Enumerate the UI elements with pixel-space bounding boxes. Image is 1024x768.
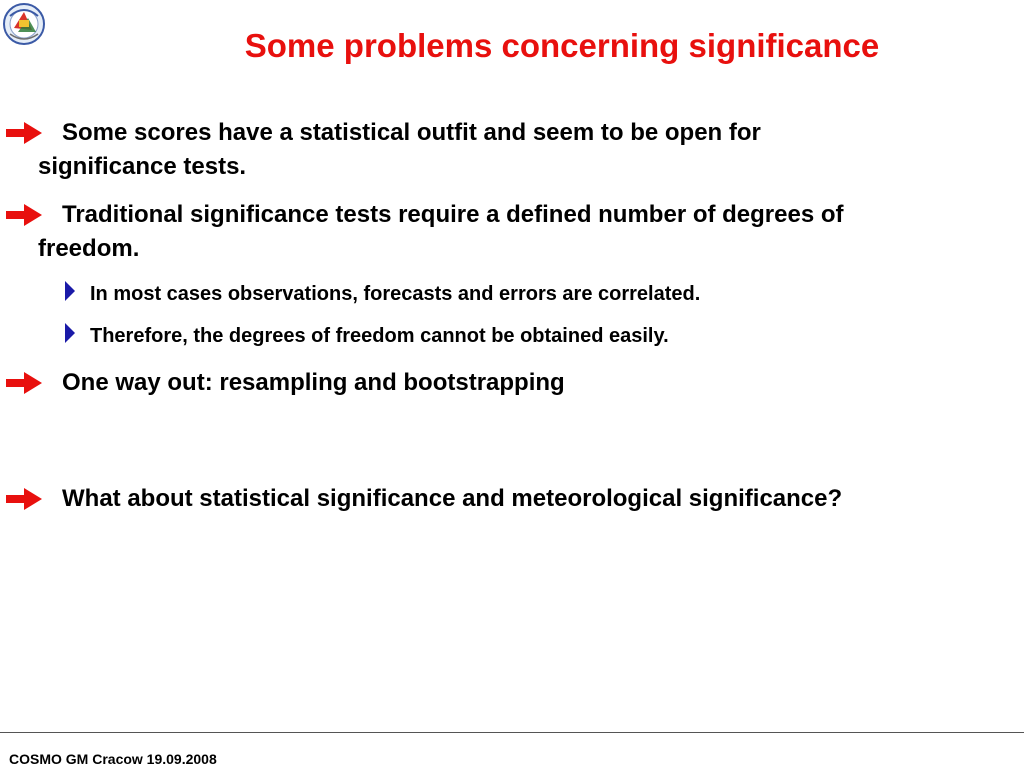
bullet-text-line: One way out: resampling and bootstrapping	[62, 369, 565, 396]
cosmo-logo	[2, 2, 46, 46]
bullet-text-line: significance tests.	[38, 153, 247, 180]
bullet-item	[0, 116, 761, 184]
sub-bullet-item	[62, 280, 700, 308]
sub-bullet-text: In most cases observations, forecasts and errors are correlated.	[90, 283, 701, 305]
blue-triangle-icon	[64, 322, 76, 344]
red-arrow-icon	[4, 370, 44, 396]
footer-text: COSMO GM Cracow 19.09.2008	[9, 751, 217, 767]
blue-triangle-icon	[64, 280, 76, 302]
bullet-text-line: Some scores have a statistical outfit and seem to be open for	[62, 119, 761, 146]
footer-divider	[0, 732, 1024, 733]
bullet-text-line: What about statistical significance and meteorological significance?	[62, 485, 843, 512]
red-arrow-icon	[4, 202, 44, 228]
sub-bullet-item	[62, 322, 669, 350]
bullet-item	[0, 482, 842, 516]
bullet-item	[0, 366, 565, 400]
red-arrow-icon	[4, 486, 44, 512]
bullet-item	[0, 198, 844, 266]
sub-bullet-text: Therefore, the degrees of freedom cannot be obtained easily.	[90, 325, 669, 347]
page-title: Some problems concerning significance	[244, 27, 880, 64]
bullet-text-line: Traditional significance tests require a defined number of degrees of	[62, 201, 844, 228]
bullet-text-line: freedom.	[38, 235, 140, 262]
cosmo-logo-icon	[2, 2, 46, 46]
red-arrow-icon	[4, 120, 44, 146]
